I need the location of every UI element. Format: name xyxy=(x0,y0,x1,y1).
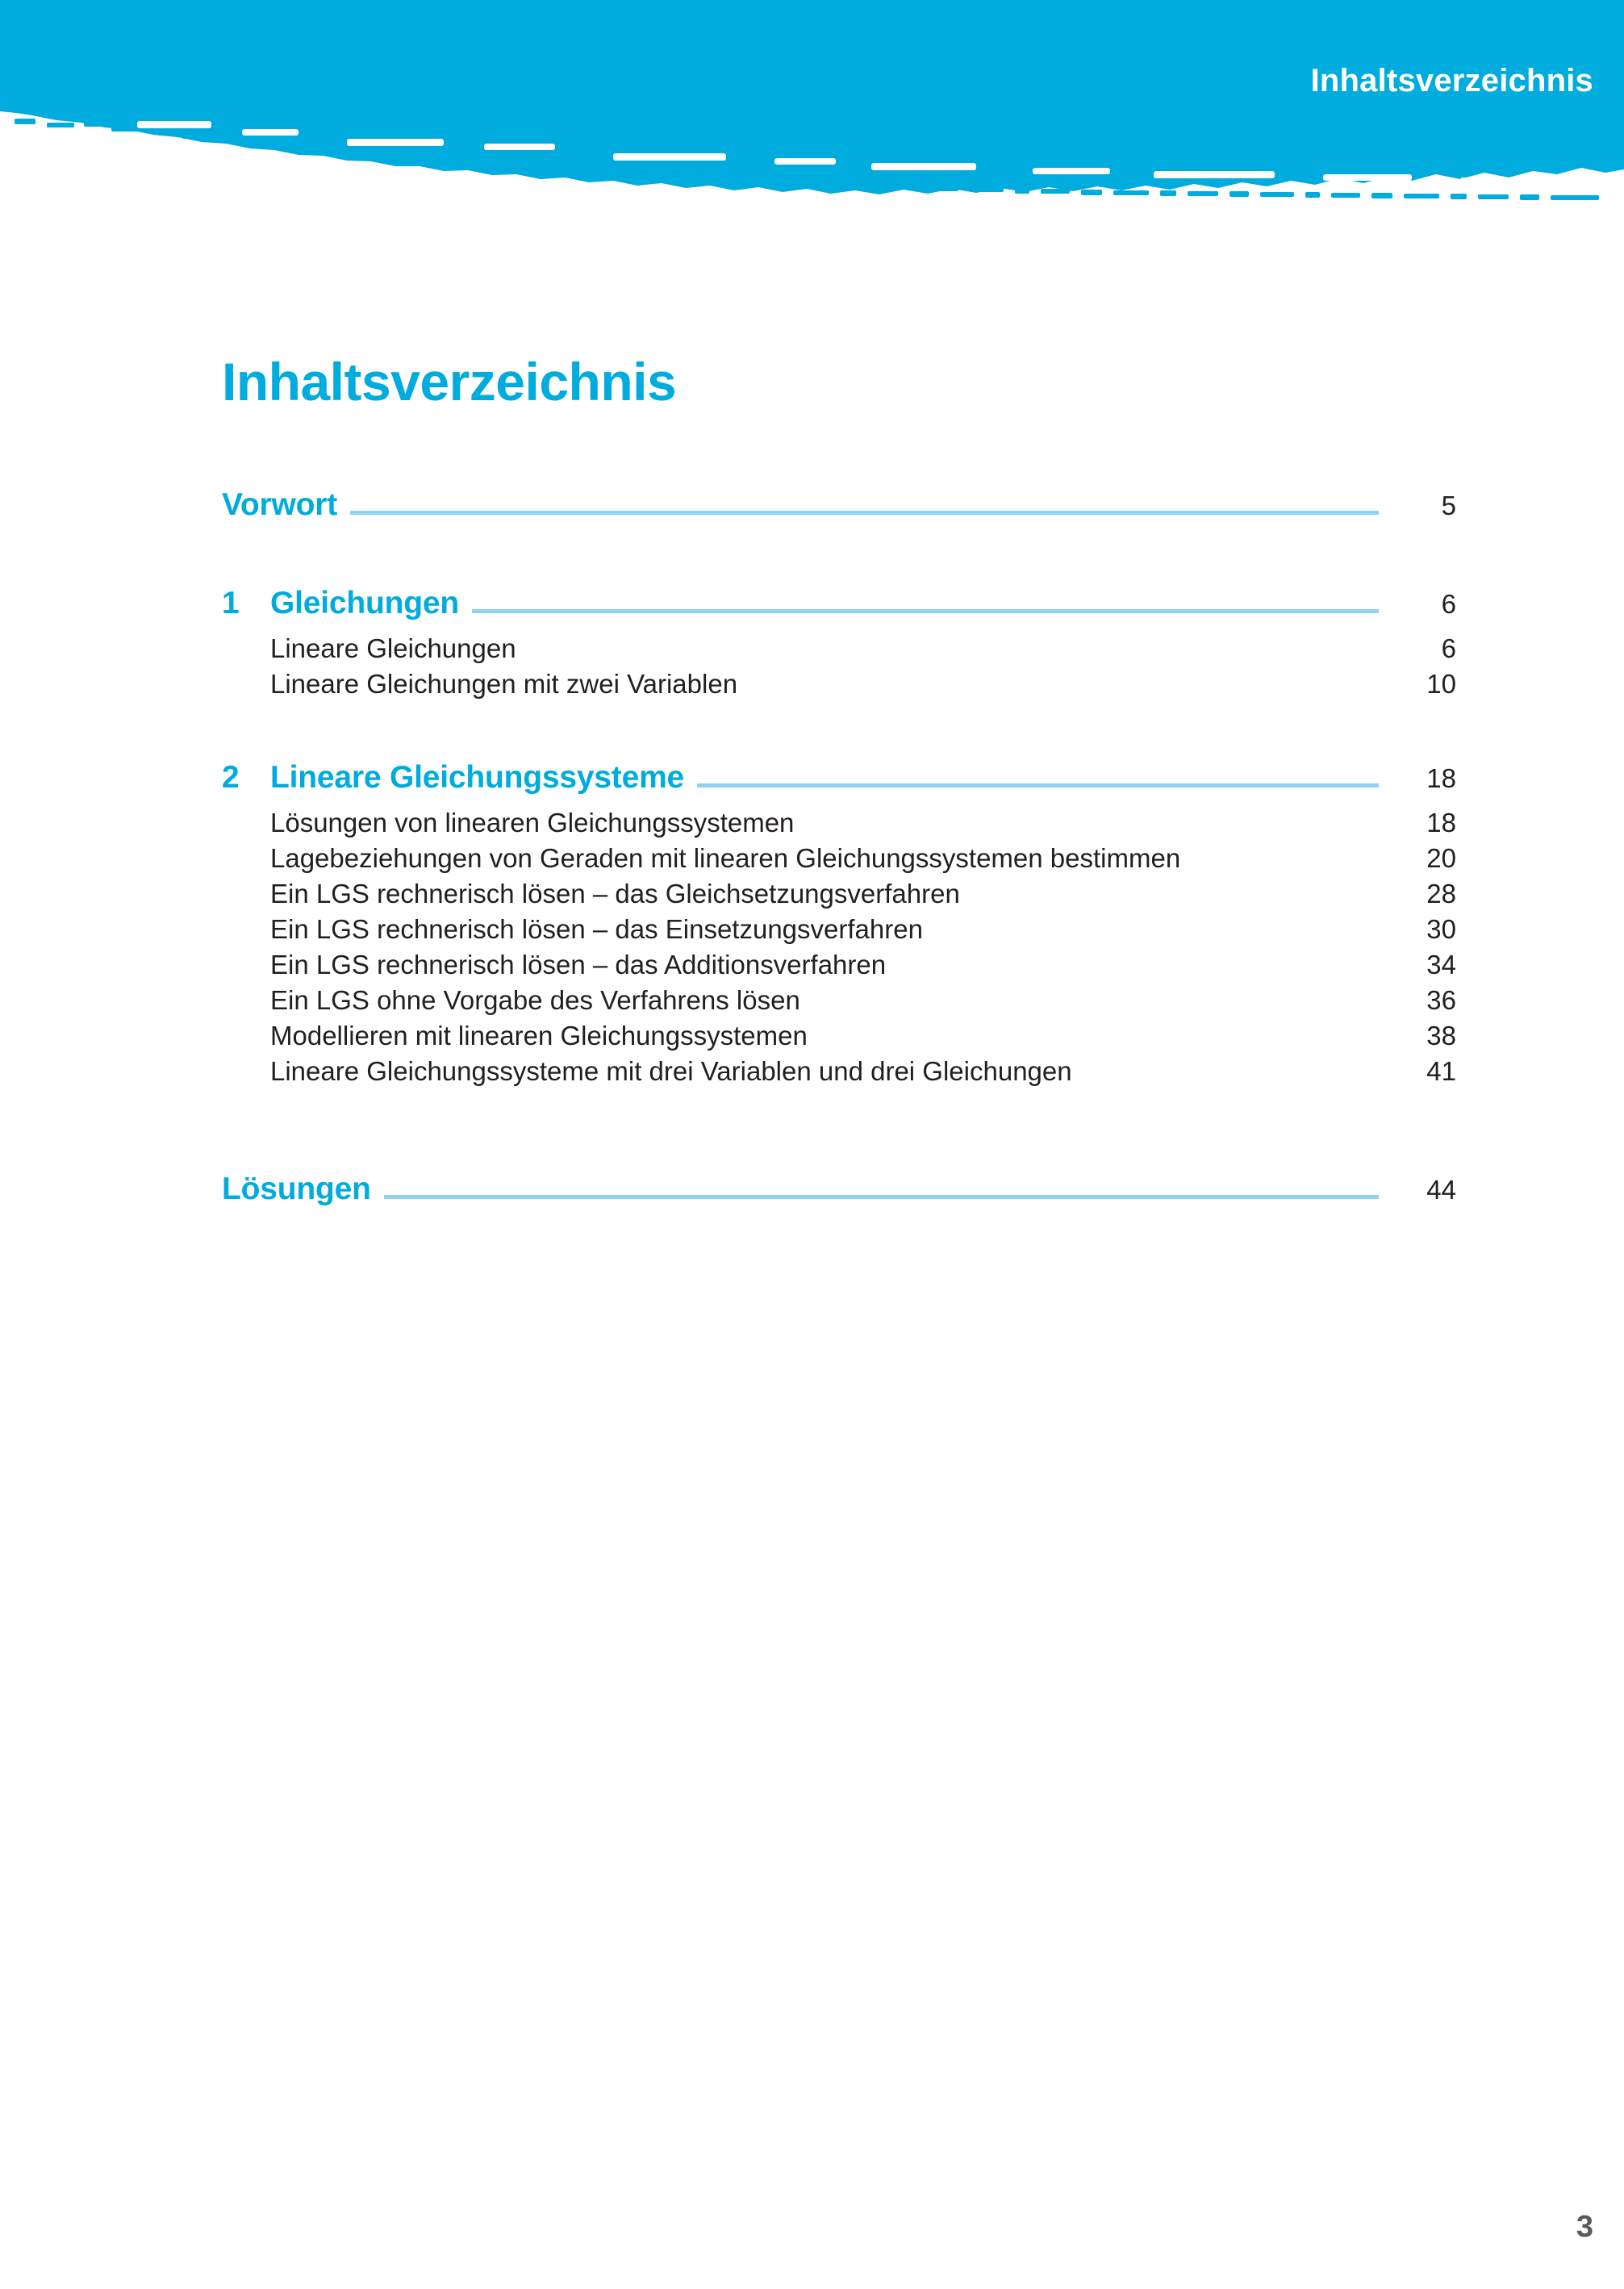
toc-entry-vorwort-page: 5 xyxy=(1441,491,1456,520)
list-item[interactable] xyxy=(222,1054,1456,1089)
toc-entry-page: 10 xyxy=(1426,669,1456,699)
list-item[interactable] xyxy=(222,983,1456,1018)
toc-entry-page: 41 xyxy=(1426,1056,1456,1086)
toc-entry-vorwort[interactable] xyxy=(222,487,1456,523)
toc-chapter-2-entries xyxy=(222,805,1456,1089)
toc-entry-loesungen[interactable] xyxy=(222,1172,1456,1207)
header-title: Inhaltsverzeichnis xyxy=(1310,63,1593,98)
toc-chapter-1-page: 6 xyxy=(1441,589,1456,619)
toc-entry-label: Ein LGS rechnerisch lösen – das Additionsverfahren xyxy=(270,950,887,980)
toc-entry-label: Modellieren mit linearen Gleichungssystemen xyxy=(270,1021,808,1051)
list-item[interactable] xyxy=(222,631,1456,666)
toc-chapter-1-number: 1 xyxy=(222,586,240,620)
spacer xyxy=(222,621,1456,631)
toc-entry-page: 28 xyxy=(1426,879,1456,908)
toc-entry-label: Lösungen von linearen Gleichungssystemen xyxy=(270,808,795,837)
toc-chapter-2-label: Lineare Gleichungssysteme xyxy=(270,760,685,795)
spacer xyxy=(222,1089,1456,1172)
toc-chapter-2-page: 18 xyxy=(1426,763,1456,793)
toc-entry-page: 18 xyxy=(1426,808,1456,837)
list-item[interactable] xyxy=(222,805,1456,841)
list-item[interactable] xyxy=(222,666,1456,702)
footer-page-number: 3 xyxy=(1576,2210,1593,2244)
toc-entry-label: Ein LGS rechnerisch lösen – das Gleichsetzungsverfahren xyxy=(270,879,960,908)
toc-chapter-1-label: Gleichungen xyxy=(270,586,459,620)
toc-entry-page: 34 xyxy=(1426,950,1456,980)
toc-entry-label: Ein LGS ohne Vorgabe des Verfahrens lösen xyxy=(270,985,800,1015)
toc-entry-label: Ein LGS rechnerisch lösen – das Einsetzungsverfahren xyxy=(270,914,923,944)
toc-chapter-1-heading[interactable] xyxy=(222,586,1456,621)
toc-entry-page: 20 xyxy=(1426,843,1456,873)
toc-entry-label: Lineare Gleichungen mit zwei Variablen xyxy=(270,669,738,699)
toc-chapter-1 xyxy=(222,586,1456,702)
toc-entry-vorwort-label: Vorwort xyxy=(222,487,338,522)
toc-chapter-2-heading[interactable] xyxy=(222,760,1456,796)
leader-rule xyxy=(350,511,1379,515)
header-brush-band xyxy=(0,0,1624,218)
leader-rule xyxy=(472,609,1379,613)
toc-content xyxy=(222,352,1456,1207)
list-item[interactable] xyxy=(222,841,1456,876)
toc-chapter-1-entries xyxy=(222,631,1456,702)
toc-chapter-2 xyxy=(222,760,1456,1089)
toc-chapter-2-number: 2 xyxy=(222,760,240,795)
list-item[interactable] xyxy=(222,912,1456,947)
toc-entry-page: 30 xyxy=(1426,914,1456,944)
list-item[interactable] xyxy=(222,876,1456,912)
list-item[interactable] xyxy=(222,1018,1456,1054)
toc-entry-page: 36 xyxy=(1426,985,1456,1015)
spacer xyxy=(222,796,1456,805)
toc-entry-label: Lineare Gleichungen xyxy=(270,633,516,663)
toc-entry-loesungen-label: Lösungen xyxy=(222,1172,371,1206)
spacer xyxy=(222,702,1456,760)
leader-rule xyxy=(384,1195,1379,1199)
spacer xyxy=(222,523,1456,586)
list-item[interactable] xyxy=(222,947,1456,983)
page-title: Inhaltsverzeichnis xyxy=(222,352,677,411)
toc-entry-page: 6 xyxy=(1441,633,1456,663)
toc-entry-page: 38 xyxy=(1426,1021,1456,1051)
toc-entry-label: Lineare Gleichungssysteme mit drei Variablen und drei Gleichungen xyxy=(270,1056,1072,1086)
toc-entry-loesungen-page: 44 xyxy=(1426,1175,1456,1205)
leader-rule xyxy=(697,783,1379,787)
toc-entry-label: Lagebeziehungen von Geraden mit linearen Gleichungssystemen bestimmen xyxy=(270,843,1181,873)
